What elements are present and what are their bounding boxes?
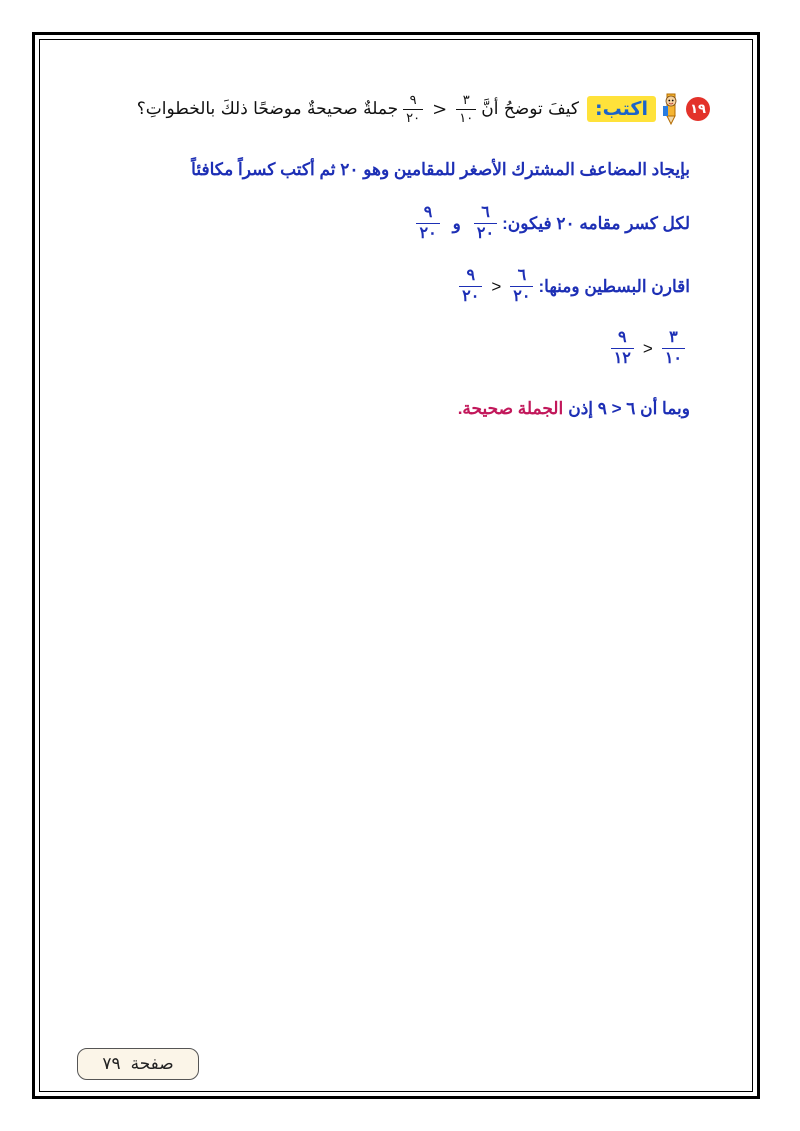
answer-line-1-text: بإيجاد المضاعف المشترك الأصغر للمقامين وهو ٢٠ ثم أكتب كسراً مكافئاً (191, 160, 690, 179)
answer-line-4-fraction-1 (662, 330, 685, 367)
answer-line-3-text: اقارن البسطين ومنها: (538, 276, 690, 296)
fraction-numerator: ٩ (423, 204, 433, 221)
answer-line-1 (191, 160, 690, 180)
question-relation: < (432, 98, 448, 120)
fraction-denominator: ١٢ (611, 348, 634, 367)
fraction-denominator: ٢٠ (459, 286, 482, 305)
question-number: ١٩ (686, 97, 710, 121)
question-fraction-left (456, 94, 476, 125)
answer-line-5 (458, 399, 690, 419)
answer-line-2-fraction-1 (474, 205, 497, 242)
answer-line-3-relation: < (491, 276, 502, 296)
answer-conclusion: الجملة صحيحة. (457, 399, 564, 418)
answer-line-2 (411, 205, 690, 242)
answer-line-4-relation: < (642, 338, 653, 358)
fraction-numerator: ٩ (466, 267, 476, 284)
question-line (137, 92, 710, 126)
fraction-denominator: ٢٠ (474, 223, 497, 242)
answer-line-3 (454, 268, 690, 305)
write-badge: اكتب: (587, 96, 656, 122)
fraction-numerator: ٣ (462, 92, 470, 108)
question-fraction-right (403, 94, 423, 125)
answer-line-2-and: و (452, 213, 461, 233)
page-word: صفحة (130, 1054, 174, 1074)
fraction-numerator: ٣ (669, 329, 678, 346)
answer-line-4-fraction-2 (611, 330, 634, 367)
answer-line-5-text: وبما أن ٦ < ٩ إذن (568, 399, 690, 418)
fraction-numerator: ٦ (517, 267, 527, 284)
answer-line-2-text: لكل كسر مقامه ٢٠ فيكون: (502, 213, 690, 233)
answer-line-3-fraction-1 (510, 268, 533, 305)
page-number: ٧٩ (102, 1054, 121, 1074)
fraction-denominator: ٢٠ (510, 286, 533, 305)
fraction-numerator: ٩ (617, 329, 627, 346)
pencil-character-icon (660, 92, 682, 126)
question-text-before: كيفَ توضحُ أنَّ (481, 99, 579, 119)
page-number-label (77, 1048, 199, 1080)
fraction-numerator: ٦ (481, 204, 490, 221)
fraction-denominator: ١٠ (456, 109, 476, 125)
page-border-inner (39, 39, 753, 1092)
answer-line-3-fraction-2 (459, 268, 482, 305)
fraction-numerator: ٩ (409, 92, 417, 108)
question-text-after: جملةٌ صحيحةٌ موضحًا ذلكَ بالخطواتِ؟ (136, 99, 399, 119)
answer-line-2-fraction-2 (416, 205, 439, 242)
fraction-denominator: ٢٠ (416, 223, 439, 242)
answer-line-4 (606, 330, 690, 367)
fraction-denominator: ١٠ (662, 348, 685, 367)
fraction-denominator: ٢٠ (403, 109, 423, 125)
